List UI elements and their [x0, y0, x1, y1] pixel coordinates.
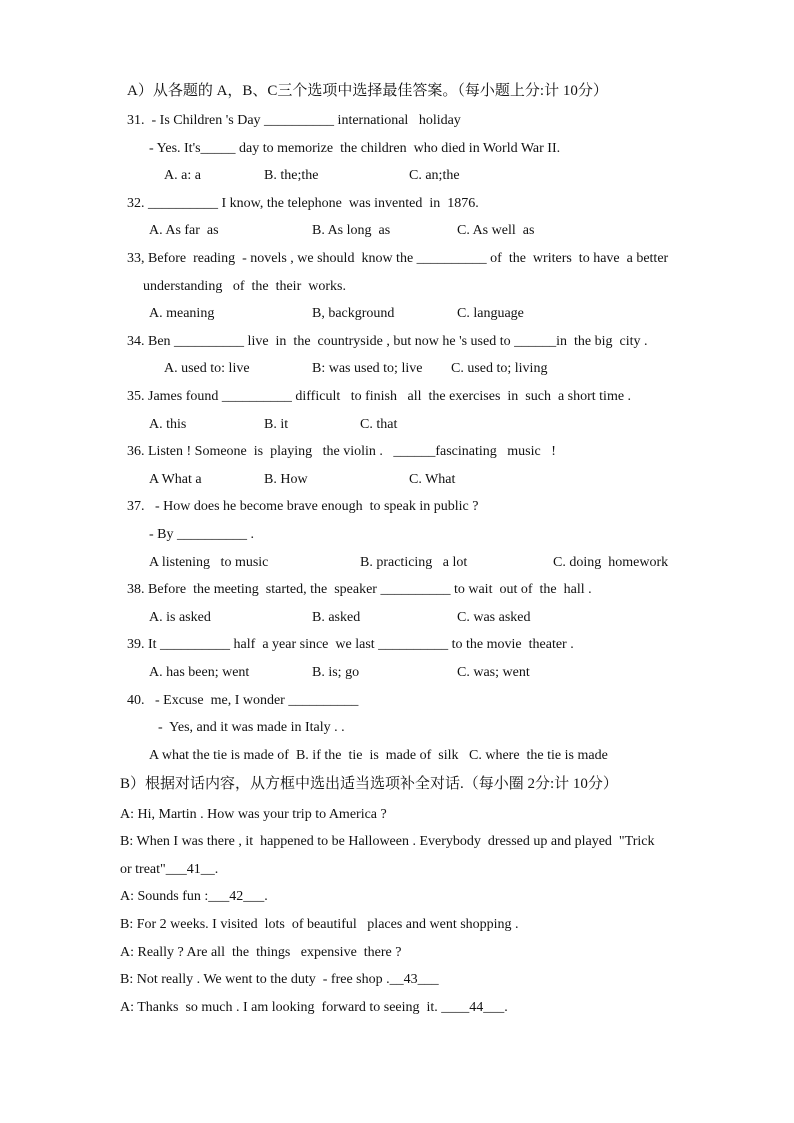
text-line: - By __________ . [149, 527, 254, 542]
text-line: A: Sounds fun :___42___. [120, 889, 268, 904]
text-line: B. asked [312, 610, 361, 625]
text-line: 37. - How does he become brave enough to speak in public ? [127, 499, 479, 514]
text-line: C. language [457, 306, 524, 321]
text-line: C. an;the [409, 168, 460, 183]
text-line: B: For 2 weeks. I visited lots of beautiful places and went shopping . [120, 917, 519, 932]
text-line: A. As far as [149, 223, 219, 238]
text-line: B. the;the [264, 168, 319, 183]
text-line: A What a [149, 472, 202, 487]
text-line: 38. Before the meeting started, the speaker __________ to wait out of the hall . [127, 582, 592, 597]
text-line: A）从各题的 A，B、C三个选项中选择最佳答案。（每小题上分:计 10分） [127, 83, 608, 99]
text-line: 40. - Excuse me, I wonder __________ [127, 693, 359, 708]
text-line: B. it [264, 417, 289, 432]
text-line: 35. James found __________ difficult to finish all the exercises in such a short time . [127, 389, 632, 404]
text-line: B. practicing a lot [360, 555, 468, 570]
text-line: 36. Listen ! Someone is playing the violin . ______fascinating music ! [127, 444, 556, 459]
text-line: C. used to; living [451, 361, 548, 376]
text-line: - Yes. It's_____ day to memorize the children who died in World War II. [149, 141, 561, 156]
text-line: B: When I was there , it happened to be Halloween . Everybody dressed up and played "Trick [120, 834, 655, 849]
text-line: A. meaning [149, 306, 215, 321]
text-line: C. What [409, 472, 456, 487]
text-line: A: Really ? Are all the things expensive there ? [120, 945, 402, 960]
text-line: 33, Before reading - novels , we should know the __________ of the writers to have a better [127, 251, 669, 266]
text-line: C. doing homework [553, 555, 669, 570]
text-line: 32. __________ I know, the telephone was invented in 1876. [127, 196, 479, 211]
text-line: A. a: a [164, 168, 201, 183]
text-line: B. is; go [312, 665, 360, 680]
text-line: B, background [312, 306, 395, 321]
text-line: A. this [149, 417, 187, 432]
text-line: C. was; went [457, 665, 530, 680]
text-line: - Yes, and it was made in Italy . . [158, 720, 345, 735]
text-line: C. that [360, 417, 398, 432]
text-line: 39. It __________ half a year since we last __________ to the movie theater . [127, 637, 574, 652]
text-line: A what the tie is made of B. if the tie is made of silk C. where the tie is made [149, 748, 608, 763]
text-line: C. As well as [457, 223, 535, 238]
text-line: 34. Ben __________ live in the countryside , but now he 's used to ______in the big city . [127, 334, 648, 349]
text-line: A. has been; went [149, 665, 250, 680]
text-line: B: Not really . We went to the duty - free shop .__43___ [120, 972, 439, 987]
text-line: understanding of the their works. [143, 279, 346, 294]
text-line: B. As long as [312, 223, 391, 238]
text-line: B）根据对话内容，从方框中选出适当选项补全对话.（每小圈 2分:计 10分） [120, 776, 618, 792]
text-line: A: Hi, Martin . How was your trip to America ? [120, 807, 387, 822]
text-line: A: Thanks so much . I am looking forward to seeing it. ____44___. [120, 1000, 508, 1015]
text-line: A listening to music [149, 555, 269, 570]
text-line: A. used to: live [164, 361, 250, 376]
text-line: or treat"___41__. [120, 862, 219, 877]
text-line: B. How [264, 472, 308, 487]
text-line: C. was asked [457, 610, 531, 625]
text-line: B: was used to; live [312, 361, 423, 376]
text-line: 31. - Is Children 's Day __________ international holiday [127, 113, 461, 128]
text-line: A. is asked [149, 610, 211, 625]
